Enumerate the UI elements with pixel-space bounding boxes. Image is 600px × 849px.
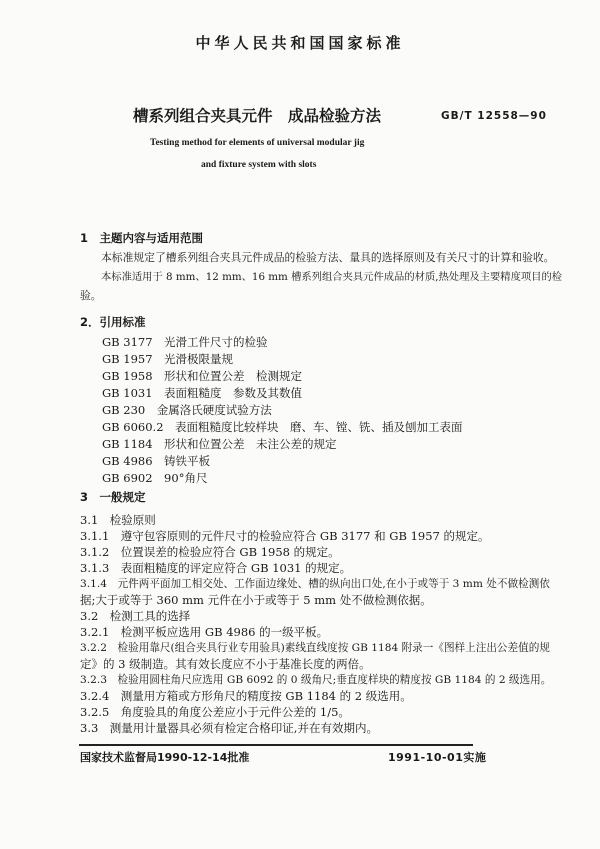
clause-3-2-2-cont: 定》的 3 级制造。其有效长度应不小于基准长度的两倍。 <box>80 657 371 671</box>
reference-item: GB 3177 光滑工件尺寸的检验 <box>102 335 268 349</box>
reference-item: GB 4986 铸铁平板 <box>102 454 211 468</box>
org-title: 中华人民共和国国家标准 <box>195 34 405 52</box>
clause-3-2-2: 3.2.2 检验用靠尺(组合夹具行业专用验具)素线直线度按 GB 1184 附录一《图样上注出公差值的规 <box>80 642 550 654</box>
clause-3-1-2: 3.1.2 位置误差的检验应符合 GB 1958 的规定。 <box>80 545 340 559</box>
reference-item: GB 6902 90°角尺 <box>102 471 208 485</box>
clause-3-3: 3.3 测量用计量器具必须有检定合格印证,并在有效期内。 <box>80 721 378 735</box>
clause-3-1-1: 3.1.1 遵守包容原则的元件尺寸的检验应符合 GB 3177 和 GB 1957 的规定。 <box>80 529 490 543</box>
clause-3-2-3: 3.2.3 检验用圆柱角尺应选用 GB 6092 的 0 级角尺;垂直度样块的精度按 GB 1184 的 2 级选用。 <box>80 674 552 686</box>
reference-item: GB 6060.2 表面粗糙度比较样块 磨、车、镗、铣、插及刨加工表面 <box>102 420 463 434</box>
approval-info: 国家技术监督局1990-12-14批准 <box>80 751 250 764</box>
reference-item: GB 230 金属洛氏硬度试验方法 <box>102 403 272 417</box>
clause-3-1: 3.1 检验原则 <box>80 513 156 527</box>
document-title: 槽系列组合夹具元件 成品检验方法 <box>133 107 382 125</box>
effective-date: 1991-10-01实施 <box>388 751 487 764</box>
clause-3-2: 3.2 检测工具的选择 <box>80 609 191 623</box>
section3-heading: 3 一般规定 <box>80 490 146 504</box>
english-title-line2: and fixture system with slots <box>201 160 317 170</box>
standard-number: GB/T 12558—90 <box>441 110 547 122</box>
section1-para2-cont: 验。 <box>80 289 102 302</box>
clause-3-2-5: 3.2.5 角度验具的角度公差应小于元件公差的 1/5。 <box>80 705 350 719</box>
divider-line <box>79 744 473 746</box>
clause-3-2-4: 3.2.4 测量用方箱或方形角尺的精度按 GB 1184 的 2 级选用。 <box>80 689 412 703</box>
clause-3-1-3: 3.1.3 表面粗糙度的评定应符合 GB 1031 的规定。 <box>80 561 352 575</box>
reference-item: GB 1958 形状和位置公差 检测规定 <box>102 369 303 383</box>
clause-3-2-1: 3.2.1 检测平板应选用 GB 4986 的一级平板。 <box>80 625 329 639</box>
clause-3-1-4-cont: 据;大于或等于 360 mm 元件在小于或等于 5 mm 处不做检测依据。 <box>80 593 432 607</box>
section2-heading: 2．引用标准 <box>80 315 146 329</box>
clause-3-1-4: 3.1.4 元件两平面加工相交处、工作面边缘处、槽的纵向出口处,在小于或等于 3 mm 处不做检测依 <box>80 578 550 590</box>
reference-item: GB 1184 形状和位置公差 未注公差的规定 <box>102 437 337 451</box>
reference-item: GB 1031 表面粗糙度 参数及其数值 <box>102 386 303 400</box>
section1-para2: 本标准适用于 8 mm、12 mm、16 mm 槽系列组合夹具元件成品的材质,热处理及主要精度项目的检 <box>101 271 563 283</box>
reference-item: GB 1957 光滑极限量规 <box>102 352 234 366</box>
section1-heading: 1 主题内容与适用范围 <box>80 231 204 245</box>
english-title-line1: Testing method for elements of universal modular jig <box>150 138 365 148</box>
section1-para1: 本标准规定了槽系列组合夹具元件成品的检验方法、量具的选择原则及有关尺寸的计算和验收。 <box>101 251 555 264</box>
